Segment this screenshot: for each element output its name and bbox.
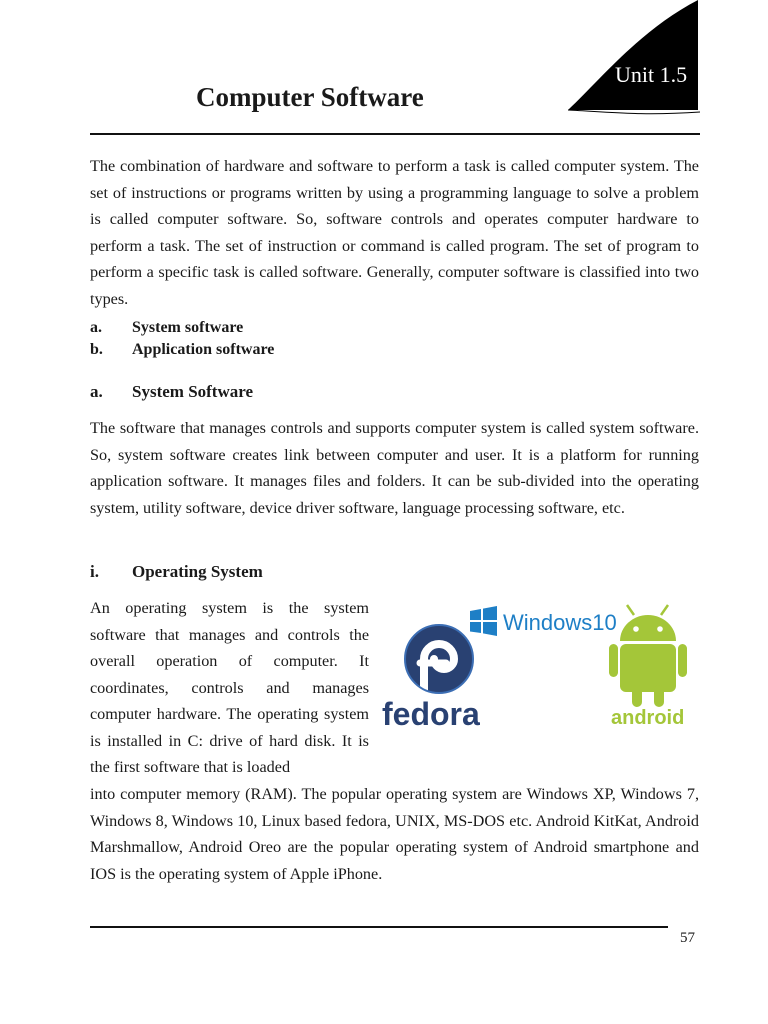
section-heading-system-software [90,382,253,402]
android-logo-text: android [611,707,685,729]
fedora-logo-text: fedora [382,696,480,732]
title-divider [90,133,700,135]
list-label: Application software [132,341,275,358]
section-heading-text: System Software [132,382,254,401]
android-logo-icon [609,605,687,707]
fedora-logo-icon [405,625,473,693]
intro-paragraph: The combination of hardware and software to perform a task is called computer system. The set of instructions or programs written by using a programming language to solve a problem is called computer software. So, software controls and operates computer hardware to perform a task. The set of instruction or command is called program. The set of program to perform a specific task is called software. Generally, computer software is classified into two types. [90,157,699,308]
section-marker: a. [90,382,103,401]
footer-divider [90,926,668,928]
system-software-paragraph: The software that manages controls and supports computer system is called system software. So, system software creates link between computer and user. It is a platform for running application software. It manages files and folders. It can be sub-divided into the operating system, utility software, device driver software, language processing software, etc. [90,419,699,517]
operating-system-paragraph-full: into computer memory (RAM). The popular operating system are Windows XP, Windows 7, Windows 8, Windows 10, Linux based fedora, UNIX, MS-DOS etc. Android KitKat, Android Marshmallow, Android Oreo are the popular operating system of Android smartphone and IOS is the operating system of Apple iPhone. [90,785,699,883]
list-label: System software [132,319,244,336]
windows-logo-text: Windows10 [503,610,617,635]
list-marker: a. [90,319,102,336]
operating-system-paragraph-wrapped: An operating system is the system software that manages and controls the overall operation of computer. It coordinates, controls and manages computer hardware. The operating system is installed in C: drive of hard disk. It is the first software that is loaded [90,599,369,776]
section-heading-text: Operating System [132,562,263,581]
list-marker: b. [90,341,103,358]
os-logos-image [380,595,700,735]
page-number: 57 [680,930,695,946]
windows-logo-icon [470,606,497,636]
section-heading-operating-system [90,562,263,582]
page-title: Computer Software [196,82,424,112]
list-item [90,339,274,361]
unit-label: Unit 1.5 [615,62,688,87]
section-marker: i. [90,562,99,581]
list-item [90,317,243,339]
